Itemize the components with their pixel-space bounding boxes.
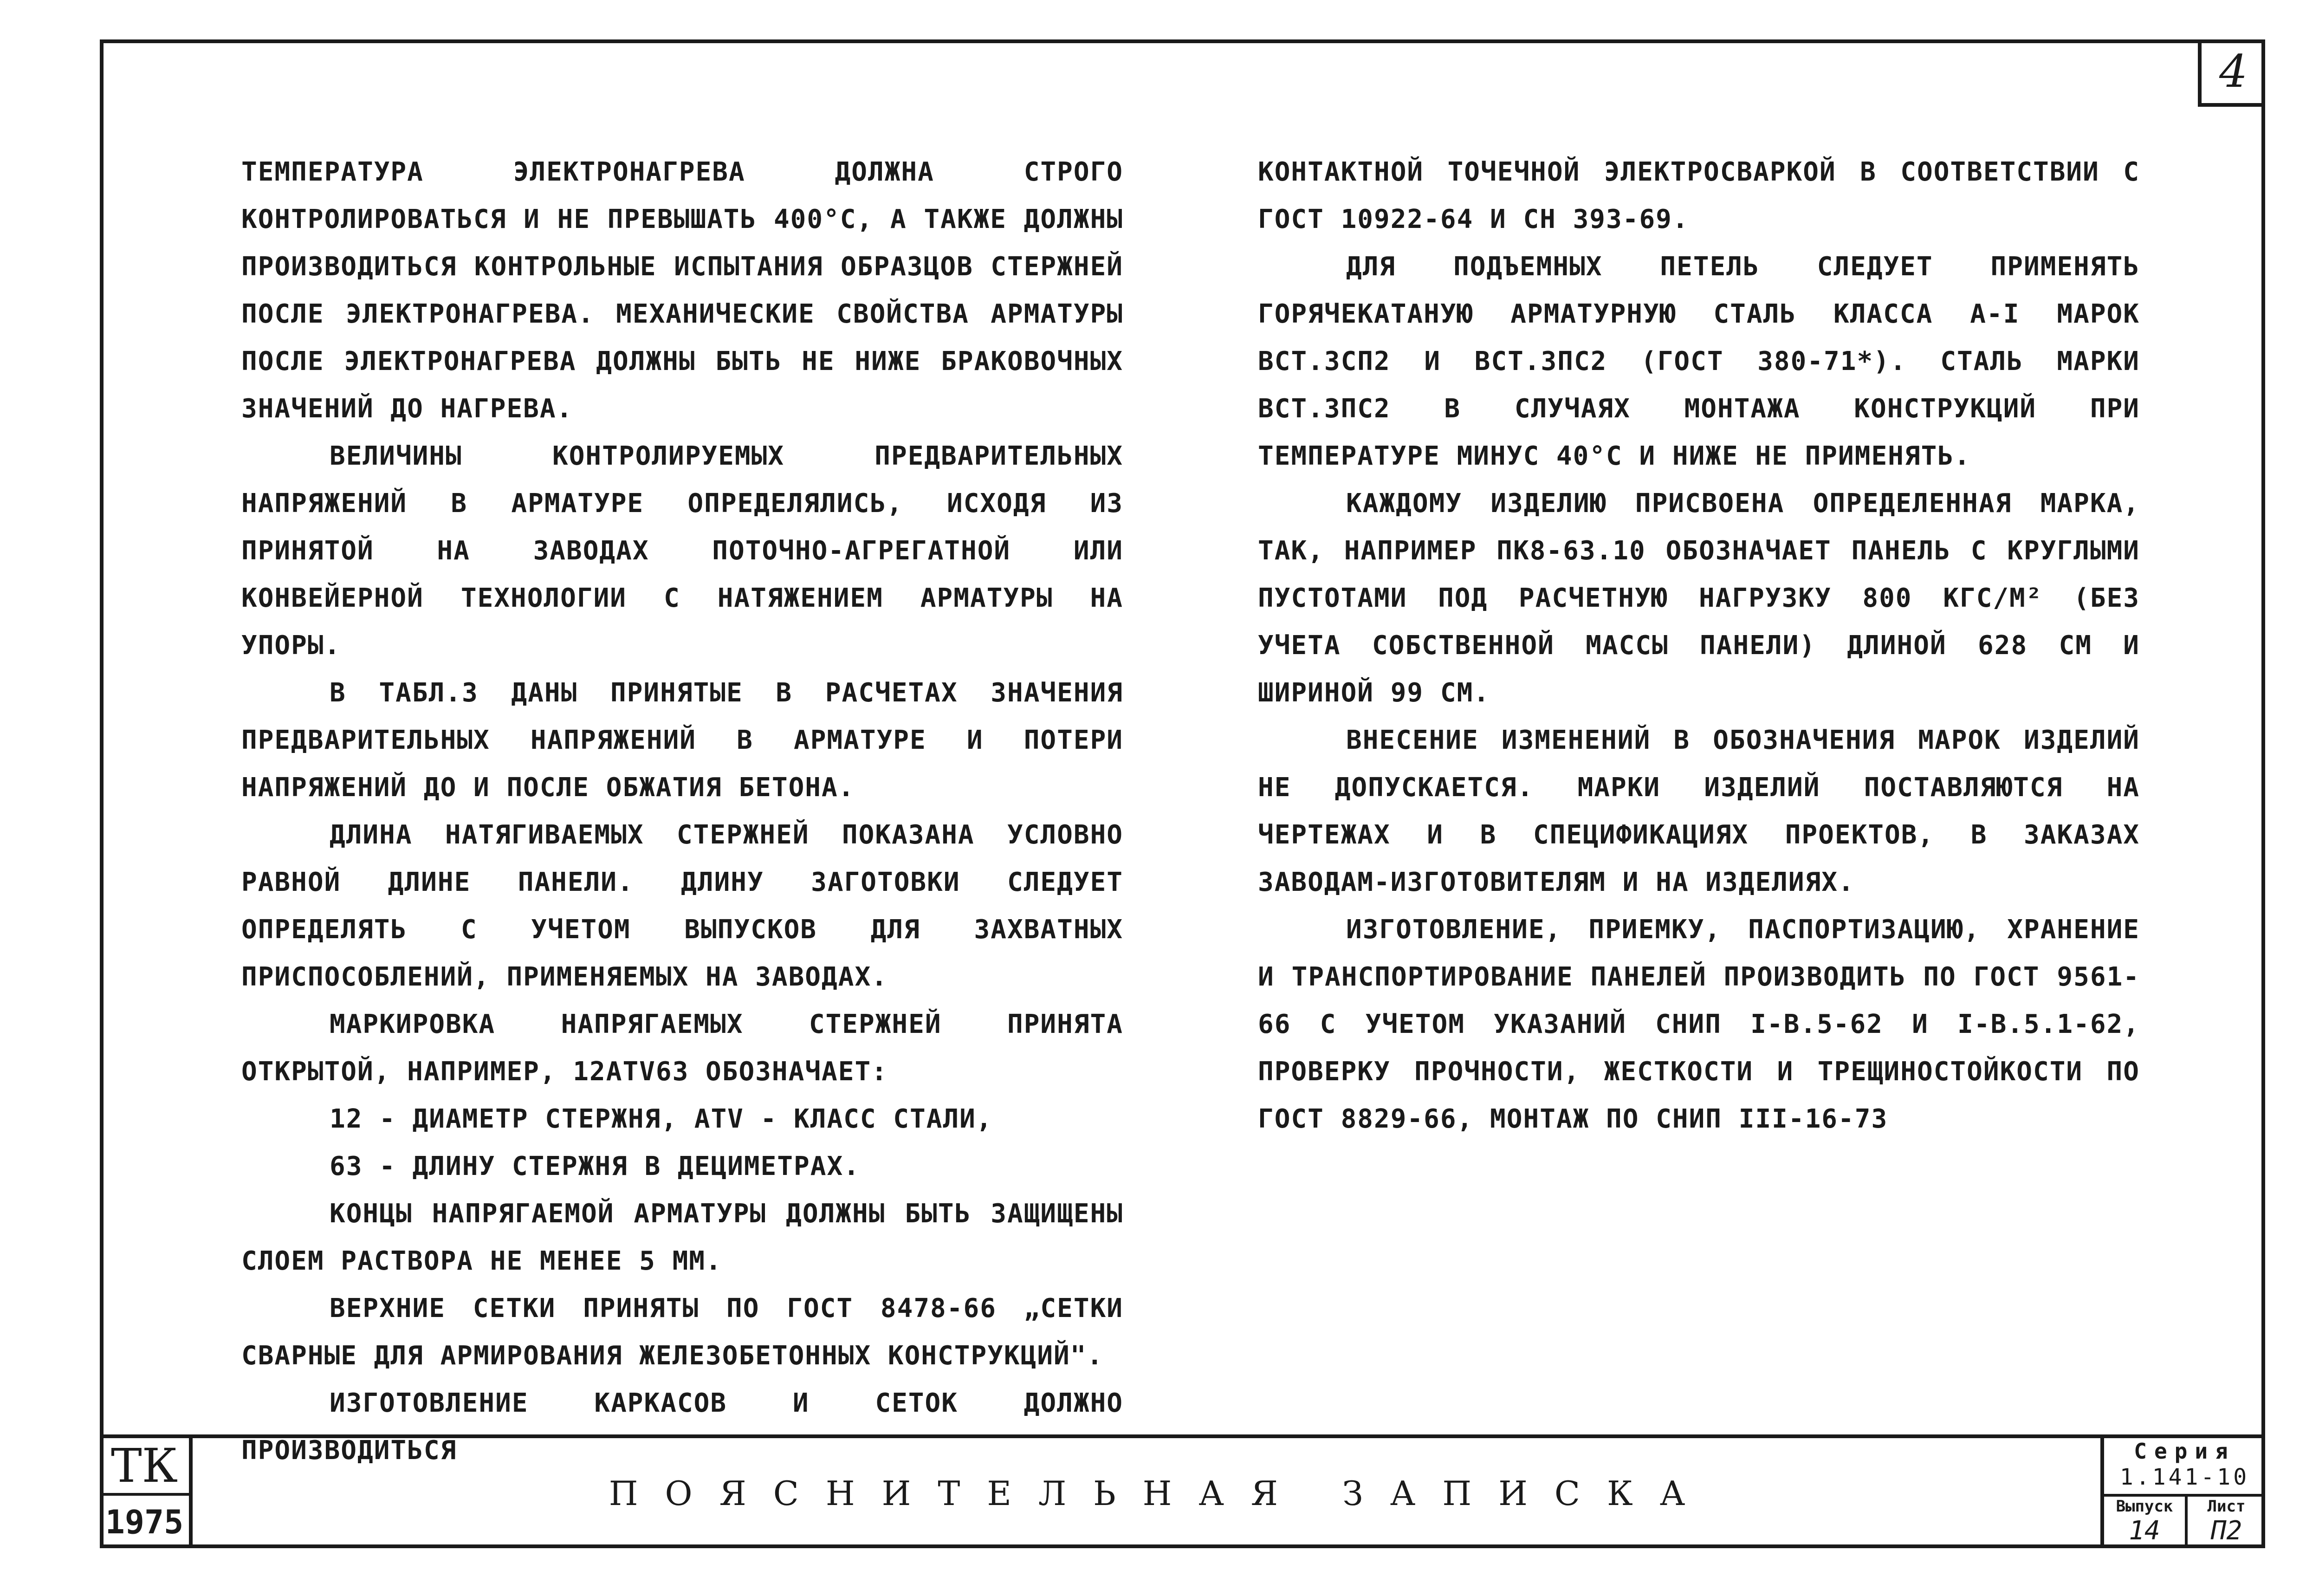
paragraph: КОНЦЫ НАПРЯГАЕМОЙ АРМАТУРЫ ДОЛЖНЫ БЫТЬ ЗАЩИЩЕНЫ СЛОЕМ РАСТВОРА НЕ МЕНЕЕ 5 ММ. (241, 1199, 1123, 1276)
paragraph: ИЗГОТОВЛЕНИЕ КАРКАСОВ И СЕТОК ДОЛЖНО ПРОИЗВОДИТЬСЯ (241, 1388, 1123, 1466)
document-title: ПОЯСНИТЕЛЬНАЯ ЗАПИСКА (609, 1473, 1712, 1513)
series-label: Серия (2134, 1439, 2235, 1464)
sheet-cell (2188, 1497, 2265, 1548)
organization-code: ТК (100, 1438, 189, 1496)
series-info (2100, 1438, 2265, 1548)
sheet-number: 4 (2198, 39, 2265, 107)
sheet-value: П2 (2210, 1516, 2242, 1546)
paragraph: В ТАБЛ.3 ДАНЫ ПРИНЯТЫЕ В РАСЧЕТАХ ЗНАЧЕНИЯ ПРЕДВАРИТЕЛЬНЫХ НАПРЯЖЕНИЙ В АРМАТУРЕ И ПОТЕРИ НАПРЯЖЕНИЙ ДО И ПОСЛЕ ОБЖАТИЯ БЕТОНА. (241, 678, 1123, 803)
left-text-column (241, 149, 1123, 1474)
paragraph: ИЗГОТОВЛЕНИЕ, ПРИЕМКУ, ПАСПОРТИЗАЦИЮ, ХРАНЕНИЕ И ТРАНСПОРТИРОВАНИЕ ПАНЕЛЕЙ ПРОИЗВОДИТЬ ПО ГОСТ 9561-66 С УЧЕТОМ УКАЗАНИЙ СНИП I-В.5-62 И I-В.5.1-62, ПРОВЕРКУ ПРОЧНОСТИ, ЖЕСТКОСТИ И ТРЕЩИНОСТОЙКОСТИ ПО ГОСТ 8829-66, МОНТАЖ ПО СНИП III-16-73 (1258, 915, 2140, 1134)
paragraph: ВНЕСЕНИЕ ИЗМЕНЕНИЙ В ОБОЗНАЧЕНИЯ МАРОК ИЗДЕЛИЙ НЕ ДОПУСКАЕТСЯ. МАРКИ ИЗДЕЛИЙ ПОСТАВЛЯЮТСЯ НА ЧЕРТЕЖАХ И В СПЕЦИФИКАЦИЯХ ПРОЕКТОВ, В ЗАКАЗАХ ЗАВОДАМ-ИЗГОТОВИТЕЛЯМ И НА ИЗДЕЛИЯХ. (1258, 725, 2140, 897)
title-block (100, 1434, 2265, 1548)
year: 1975 (105, 1503, 184, 1541)
right-text-column (1258, 149, 2140, 1143)
issue-value: 14 (2129, 1516, 2160, 1546)
paragraph: ВЕЛИЧИНЫ КОНТРОЛИРУЕМЫХ ПРЕДВАРИТЕЛЬНЫХ НАПРЯЖЕНИЙ В АРМАТУРЕ ОПРЕДЕЛЯЛИСЬ, ИСХОДЯ ИЗ ПРИНЯТОЙ НА ЗАВОДАХ ПОТОЧНО-АГРЕГАТНОЙ ИЛИ КОНВЕЙЕРНОЙ ТЕХНОЛОГИИ С НАТЯЖЕНИЕМ АРМАТУРЫ НА УПОРЫ. (241, 441, 1123, 661)
paragraph: КОНТАКТНОЙ ТОЧЕЧНОЙ ЭЛЕКТРОСВАРКОЙ В СООТВЕТСТВИИ С ГОСТ 10922-64 И СН 393-69. (1258, 157, 2140, 234)
issue-sheet-grid (2104, 1494, 2265, 1548)
paragraph: МАРКИРОВКА НАПРЯГАЕМЫХ СТЕРЖНЕЙ ПРИНЯТА ОТКРЫТОЙ, НАПРИМЕР, 12АТV63 ОБОЗНАЧАЕТ: (241, 1009, 1123, 1087)
paragraph: ДЛЯ ПОДЪЕМНЫХ ПЕТЕЛЬ СЛЕДУЕТ ПРИМЕНЯТЬ ГОРЯЧЕКАТАНУЮ АРМАТУРНУЮ СТАЛЬ КЛАССА А-I МАРОК ВСТ.3СП2 И ВСТ.3ПС2 (ГОСТ 380-71*). СТАЛЬ МАРКИ ВСТ.3ПС2 В СЛУЧАЯХ МОНТАЖА КОНСТРУКЦИЙ ПРИ ТЕМПЕРАТУРЕ МИНУС 40°С И НИЖЕ НЕ ПРИМЕНЯТЬ. (1258, 252, 2140, 471)
series-number: 1.141-10 (2119, 1464, 2250, 1490)
paragraph: ДЛИНА НАТЯГИВАЕМЫХ СТЕРЖНЕЙ ПОКАЗАНА УСЛОВНО РАВНОЙ ДЛИНЕ ПАНЕЛИ. ДЛИНУ ЗАГОТОВКИ СЛЕДУЕТ ОПРЕДЕЛЯТЬ С УЧЕТОМ ВЫПУСКОВ ДЛЯ ЗАХВАТНЫХ ПРИСПОСОБЛЕНИЙ, ПРИМЕНЯЕМЫХ НА ЗАВОДАХ. (241, 820, 1123, 992)
paragraph: КАЖДОМУ ИЗДЕЛИЮ ПРИСВОЕНА ОПРЕДЕЛЕННАЯ МАРКА, ТАК, НАПРИМЕР ПК8-63.10 ОБОЗНАЧАЕТ ПАНЕЛЬ С КРУГЛЫМИ ПУСТОТАМИ ПОД РАСЧЕТНУЮ НАГРУЗКУ 800 КГС/М² (БЕЗ УЧЕТА СОБСТВЕННОЙ МАССЫ ПАНЕЛИ) ДЛИНОЙ 628 СМ И ШИРИНОЙ 99 СМ. (1258, 488, 2140, 708)
sheet-label: Лист (2207, 1497, 2246, 1516)
paragraph: 63 - ДЛИНУ СТЕРЖНЯ В ДЕЦИМЕТРАХ. (330, 1151, 860, 1181)
paragraph: ТЕМПЕРАТУРА ЭЛЕКТРОНАГРЕВА ДОЛЖНА СТРОГО КОНТРОЛИРОВАТЬСЯ И НЕ ПРЕВЫШАТЬ 400°С, А ТАКЖЕ ДОЛЖНЫ ПРОИЗВОДИТЬСЯ КОНТРОЛЬНЫЕ ИСПЫТАНИЯ ОБРАЗЦОВ СТЕРЖНЕЙ ПОСЛЕ ЭЛЕКТРОНАГРЕВА. МЕХАНИЧЕСКИЕ СВОЙСТВА АРМАТУРЫ ПОСЛЕ ЭЛЕКТРОНАГРЕВА ДОЛЖНЫ БЫТЬ НЕ НИЖЕ БРАКОВОЧНЫХ ЗНАЧЕНИЙ ДО НАГРЕВА. (241, 157, 1123, 424)
paragraph: ВЕРХНИЕ СЕТКИ ПРИНЯТЫ ПО ГОСТ 8478-66 „СЕТКИ СВАРНЫЕ ДЛЯ АРМИРОВАНИЯ ЖЕЛЕЗОБЕТОННЫХ КОНСТРУКЦИЙ". (241, 1293, 1123, 1371)
issue-cell (2104, 1497, 2188, 1548)
organization-box (100, 1438, 193, 1548)
issue-label: Выпуск (2116, 1497, 2173, 1516)
paragraph: 12 - ДИАМЕТР СТЕРЖНЯ, АТV - КЛАСС СТАЛИ, (330, 1104, 993, 1134)
